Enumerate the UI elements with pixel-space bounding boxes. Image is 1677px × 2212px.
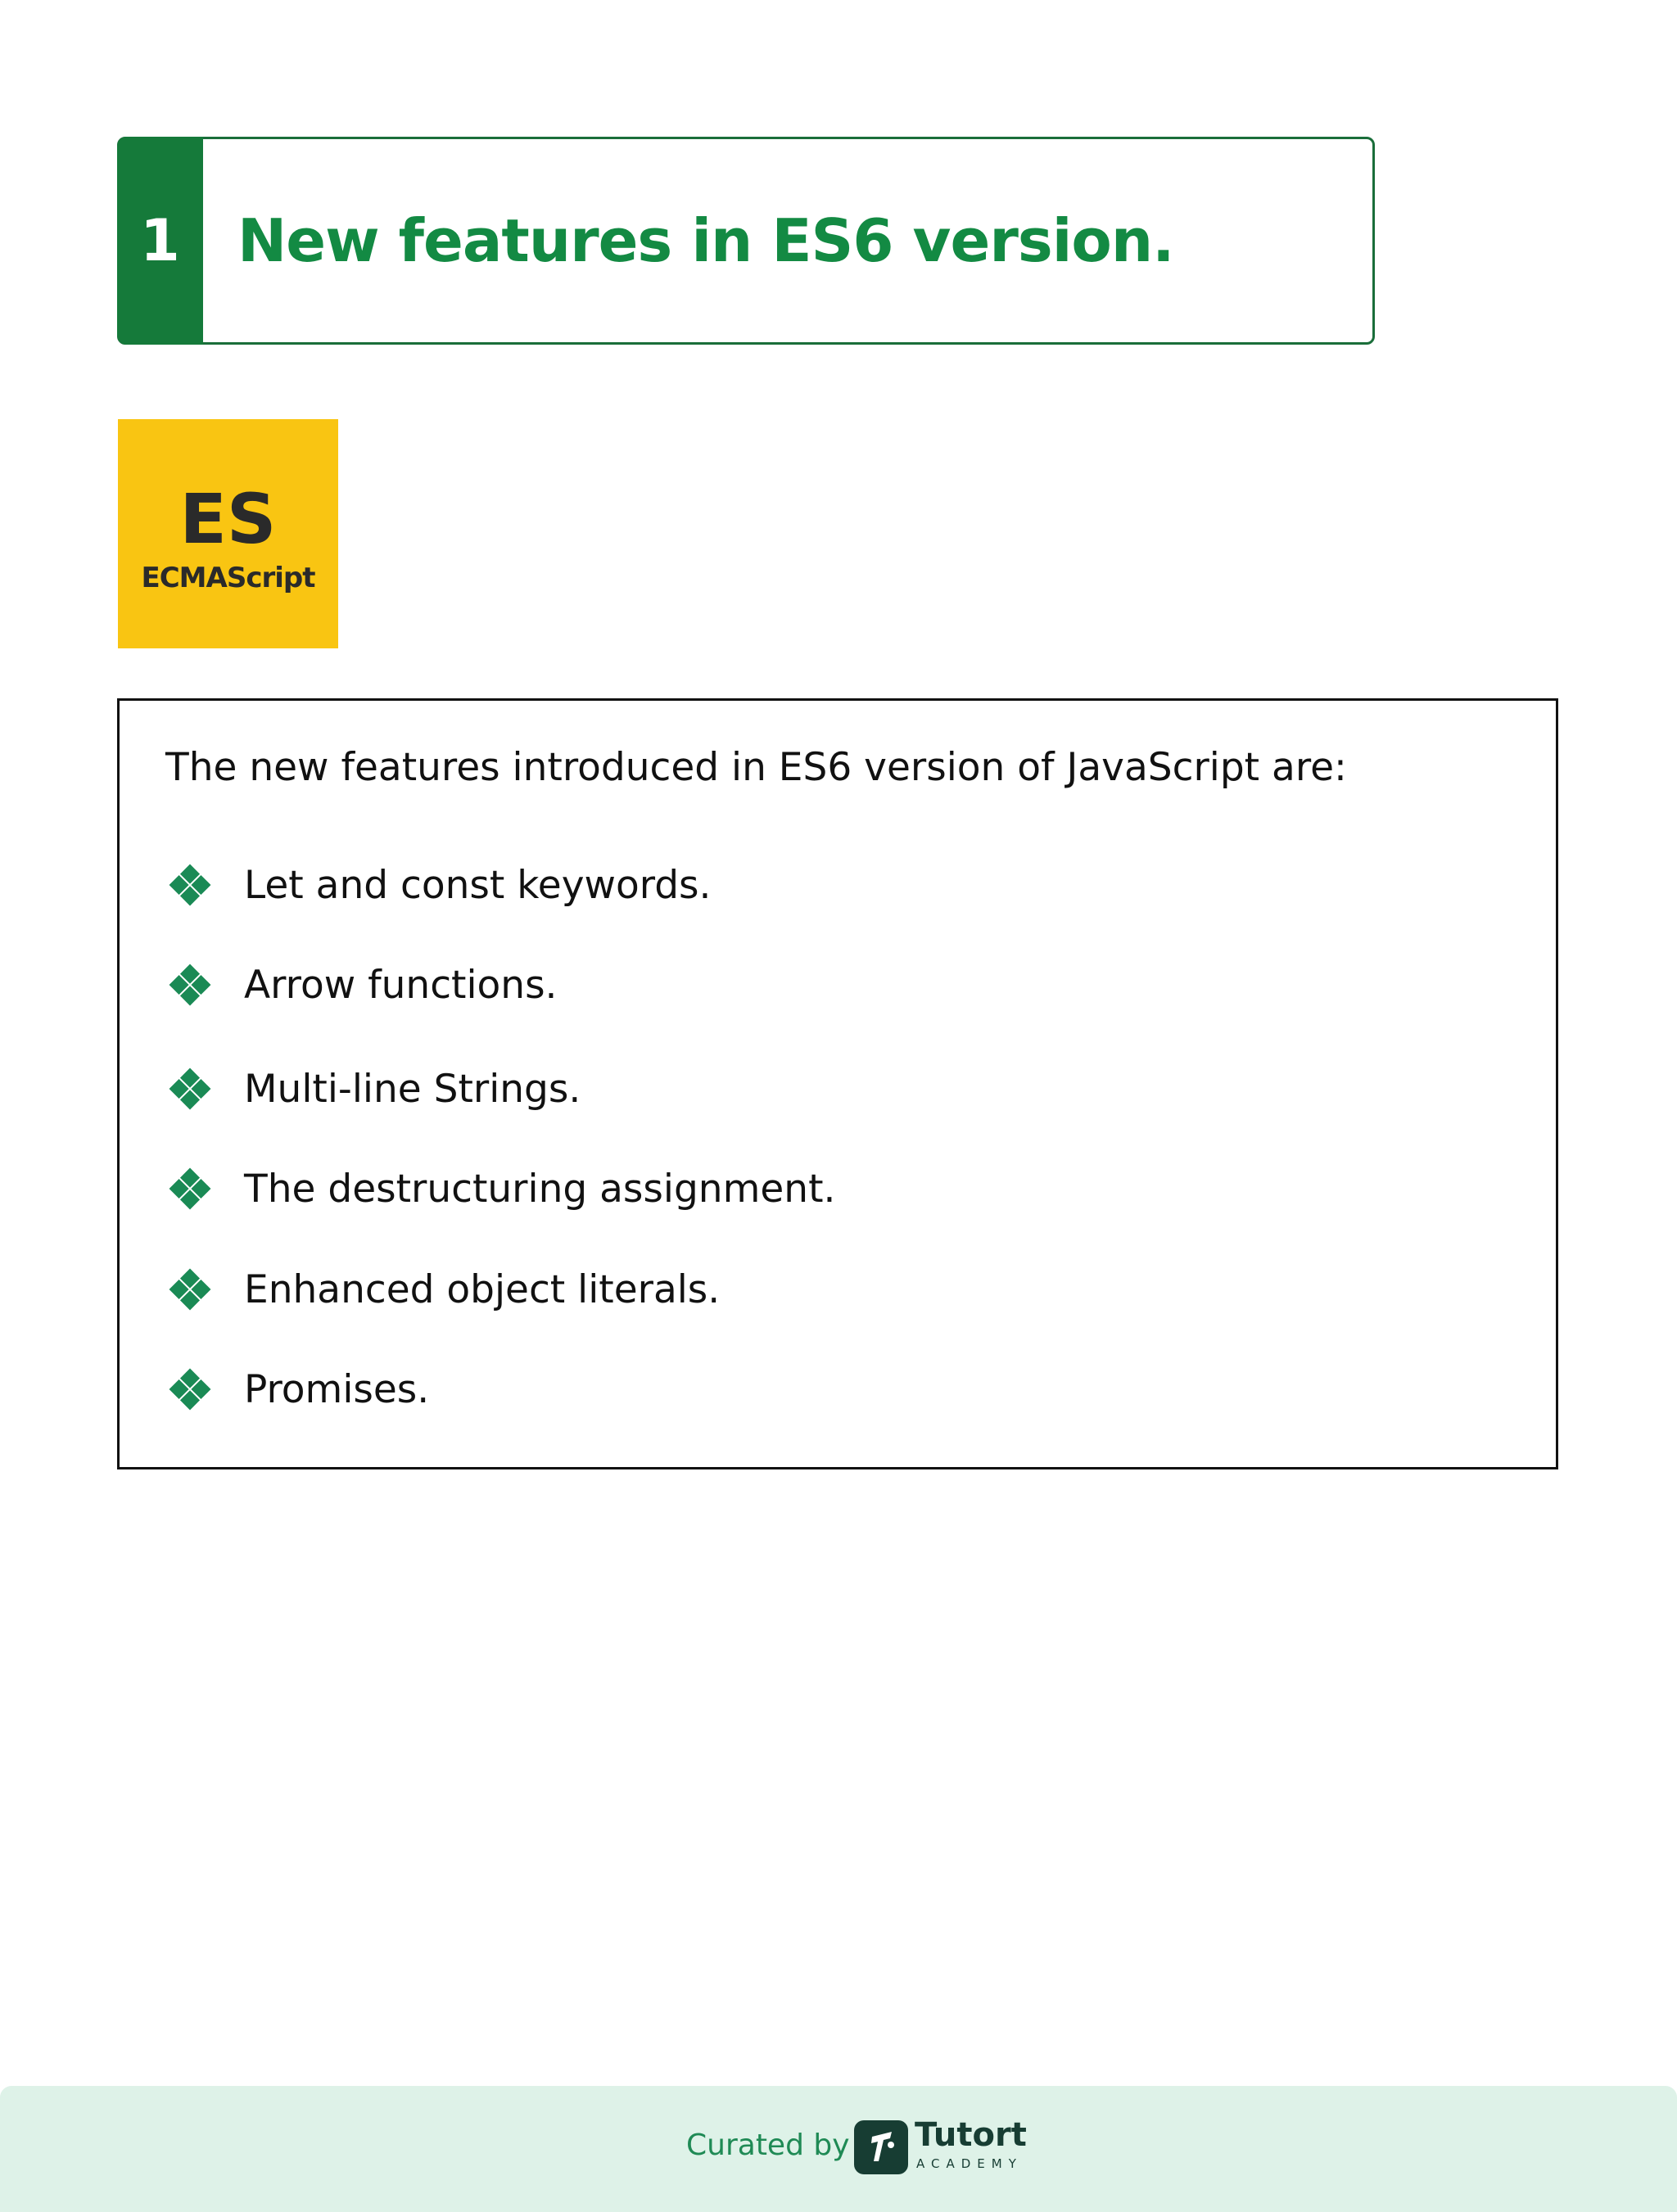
ecmascript-logo [118, 419, 338, 648]
logo-ecmascript-text: ECMAScript [141, 562, 315, 594]
diamond-bullet-icon [165, 1265, 215, 1314]
diamond-bullet-icon [165, 1164, 215, 1213]
diamond-bullet-icon [165, 960, 215, 1009]
brand-name: Tutort [915, 2116, 1027, 2154]
brand-subtitle: ACADEMY [916, 2156, 1023, 2171]
intro-text: The new features introduced in ES6 version of JavaScript are: [165, 745, 1347, 790]
list-item-text: Enhanced object literals. [244, 1266, 721, 1312]
list-item-text: Promises. [244, 1366, 430, 1412]
list-item-text: Multi-line Strings. [244, 1066, 581, 1112]
diamond-bullet-icon [165, 860, 215, 910]
list-item [165, 956, 558, 1013]
question-number: 1 [117, 137, 203, 345]
curated-by-label: Curated by [686, 2128, 850, 2162]
list-item [165, 1160, 835, 1217]
diamond-bullet-icon [165, 1064, 215, 1113]
list-item-text: Arrow functions. [244, 962, 558, 1008]
tutort-logo-icon [854, 2120, 908, 2174]
list-item [165, 856, 711, 914]
list-item [165, 1261, 720, 1318]
logo-es-text: ES [179, 479, 277, 559]
list-item [165, 1361, 429, 1418]
list-item-text: Let and const keywords. [244, 862, 712, 908]
question-title: New features in ES6 version. [237, 206, 1174, 275]
diamond-bullet-icon [165, 1365, 215, 1414]
list-item-text: The destructuring assignment. [244, 1166, 836, 1212]
list-item [165, 1060, 581, 1117]
